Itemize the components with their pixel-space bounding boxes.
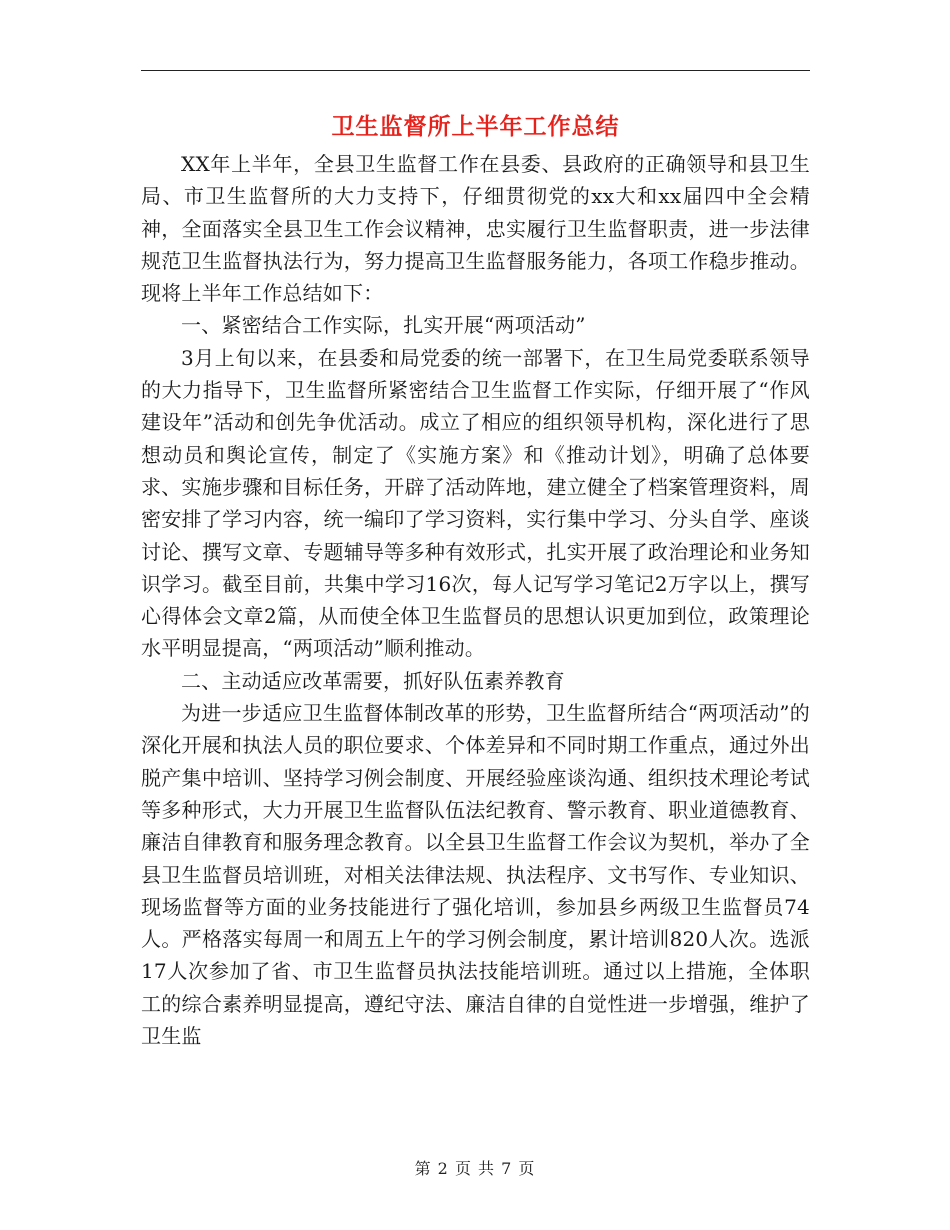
section-heading-1: 一、紧密结合工作实际，扎实开展“两项活动” [181, 313, 586, 338]
document-title: 卫生监督所上半年工作总结 [331, 113, 620, 140]
page-number: 第 2 页 共 7 页 [414, 1159, 536, 1178]
document-body [141, 148, 810, 1052]
section-1-paragraph: 3月上旬以来，在县委和局党委的统一部署下，在卫生局党委联系领导的大力指导下，卫生监督所紧密结合卫生监督工作实际，仔细开展了“作风建设年”活动和创先争优活动。成立了相应的组织领导机构，深化进行了思想动员和舆论宣传，制定了《实施方案》和《推动计划》，明确了总体要求、实施步骤和目标任务，开辟了活动阵地，建立健全了档案管理资料，周密安排了学习内容，统一编印了学习资料，实行集中学习、分头自学、座谈讨论、撰写文章、专题辅导等多种有效形式，扎实开展了政治理论和业务知识学习。截至目前，共集中学习16次，每人记写学习笔记2万字以上，撰写心得体会文章2篇，从而使全体卫生监督员的思想认识更加到位，政策理论水平明显提高，“两项活动”顺利推动。 [141, 345, 810, 661]
intro-paragraph: XX年上半年，全县卫生监督工作在县委、县政府的正确领导和县卫生局、市卫生监督所的大力支持下，仔细贯彻党的xx大和xx届四中全会精神，全面落实全县卫生工作会议精神，忠实履行卫生监督职责，进一步法律规范卫生监督执法行为，努力提高卫生监督服务能力，各项工作稳步推动。现将上半年工作总结如下： [141, 152, 810, 306]
header-rule [141, 70, 810, 71]
section-2-paragraph: 为进一步适应卫生监督体制改革的形势，卫生监督所结合“两项活动”的深化开展和执法人员的职位要求、个体差异和不同时期工作重点，通过外出脱产集中培训、坚持学习例会制度、开展经验座谈沟通、组织技术理论考试等多种形式，大力开展卫生监督队伍法纪教育、警示教育、职业道德教育、廉洁自律教育和服务理念教育。以全县卫生监督工作会议为契机，举办了全县卫生监督员培训班，对相关法律法规、执法程序、文书写作、专业知识、现场监督等方面的业务技能进行了强化培训，参加县乡两级卫生监督员74人。严格落实每周一和周五上午的学习例会制度，累计培训820人次。选派17人次参加了省、市卫生监督员执法技能培训班。通过以上措施，全体职工的综合素养明显提高，遵纪守法、廉洁自律的自觉性进一步增强，维护了卫生监 [141, 701, 810, 1049]
section-heading-2: 二、主动适应改革需要，抓好队伍素养教育 [181, 668, 565, 693]
